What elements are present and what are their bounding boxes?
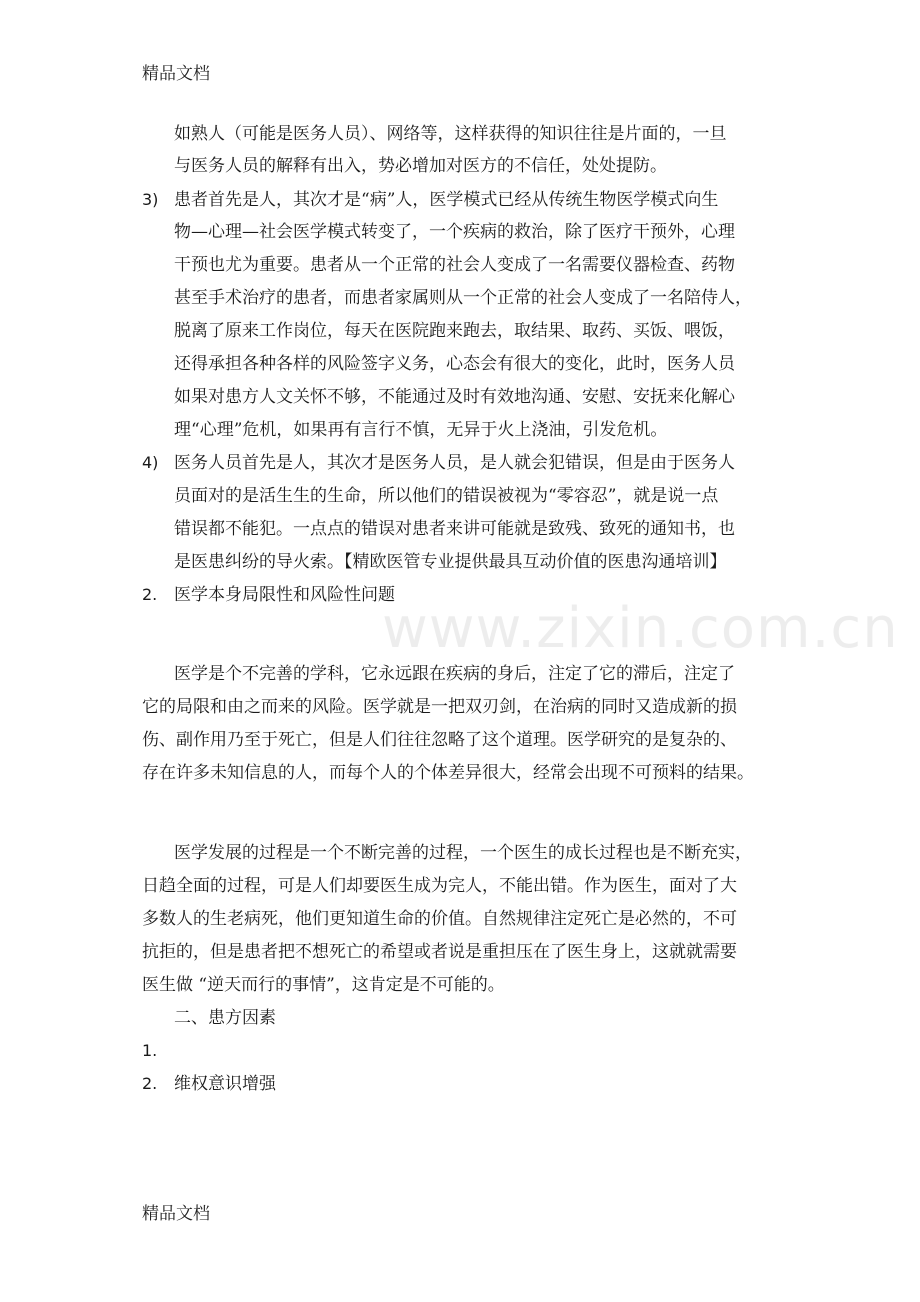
list-item-label: 维权意识增强 (174, 1074, 276, 1094)
paragraph-line: 多数人的生老病死，他们更知道生命的价值。自然规律注定死亡是必然的，不可 (142, 909, 737, 929)
paragraph-line: 医生做 “逆天而行的事情”，这肯定是不可能的。 (142, 975, 505, 995)
list-item-line: 脱离了原来工作岗位，每天在医院跑来跑去，取结果、取药、买饭、喂饭， (174, 321, 735, 341)
paragraph-line: 存在许多未知信息的人，而每个人的个体差异很大，经常会出现不可预料的结果。 (142, 763, 754, 783)
list-item-line: 患者首先是人，其次才是“病”人，医学模式已经从传统生物医学模式向生 (174, 190, 719, 210)
list-number: 2. (142, 1074, 158, 1093)
page-footer: 精品文档 (142, 1204, 210, 1224)
list-item-line: 错误都不能犯。一点点的错误对患者来讲可能就是致残、致死的通知书，也 (174, 519, 735, 539)
list-item-line: 理“心理”危机，如果再有言行不慎，无异于火上浇油，引发危机。 (174, 420, 668, 440)
continuation-line: 如熟人（可能是医务人员）、网络等，这样获得的知识往往是片面的，一旦 (174, 124, 727, 144)
list-item-line: 是医患纠纷的导火索。【精欧医管专业提供最具互动价值的医患沟通培训】 (174, 552, 727, 572)
list-number: 4) (142, 453, 159, 472)
section-heading: 二、患方因素 (174, 1008, 276, 1028)
list-item-line: 干预也尤为重要。患者从一个正常的社会人变成了一名需要仪器检查、药物 (174, 255, 735, 275)
list-number: 1. (142, 1041, 158, 1060)
list-number: 3) (142, 190, 159, 209)
list-item-line: 还得承担各种各样的风险签字义务，心态会有很大的变化，此时，医务人员 (174, 354, 735, 374)
paragraph-line: 它的局限和由之而来的风险。医学就是一把双刃剑，在治病的同时又造成新的损 (142, 697, 737, 717)
list-item-line: 医务人员首先是人，其次才是医务人员，是人就会犯错误，但是由于医务人 (174, 453, 735, 473)
continuation-line: 与医务人员的解释有出入，势必增加对医方的不信任，处处提防。 (174, 156, 667, 176)
list-item-line: 员面对的是活生生的生命，所以他们的错误被视为“零容忍”，就是说一点 (174, 486, 719, 506)
paragraph-line: 医学发展的过程是一个不断完善的过程，一个医生的成长过程也是不断充实， (174, 843, 752, 863)
paragraph-line: 抗拒的，但是患者把不想死亡的希望或者说是重担压在了医生身上，这就就需要 (142, 942, 737, 962)
list-item-line: 如果对患方人文关怀不够，不能通过及时有效地沟通、安慰、安抚来化解心 (174, 387, 735, 407)
watermark: www.zixin.com.cn (382, 596, 899, 661)
list-item-line: 甚至手术治疗的患者，而患者家属则从一个正常的社会人变成了一名陪侍人， (174, 288, 752, 308)
paragraph-line: 日趋全面的过程，可是人们却要医生成为完人，不能出错。作为医生，面对了大 (142, 876, 737, 896)
section-title: 医学本身局限性和风险性问题 (174, 585, 395, 605)
section-number: 2. (142, 585, 158, 604)
paragraph-line: 伤、副作用乃至于死亡，但是人们往往忽略了这个道理。医学研究的是复杂的、 (142, 730, 737, 750)
paragraph-line: 医学是个不完善的学科，它永远跟在疾病的身后，注定了它的滞后，注定了 (174, 664, 735, 684)
page-header: 精品文档 (142, 64, 210, 84)
list-item-line: 物—心理—社会医学模式转变了，一个疾病的救治，除了医疗干预外，心理 (174, 222, 735, 242)
